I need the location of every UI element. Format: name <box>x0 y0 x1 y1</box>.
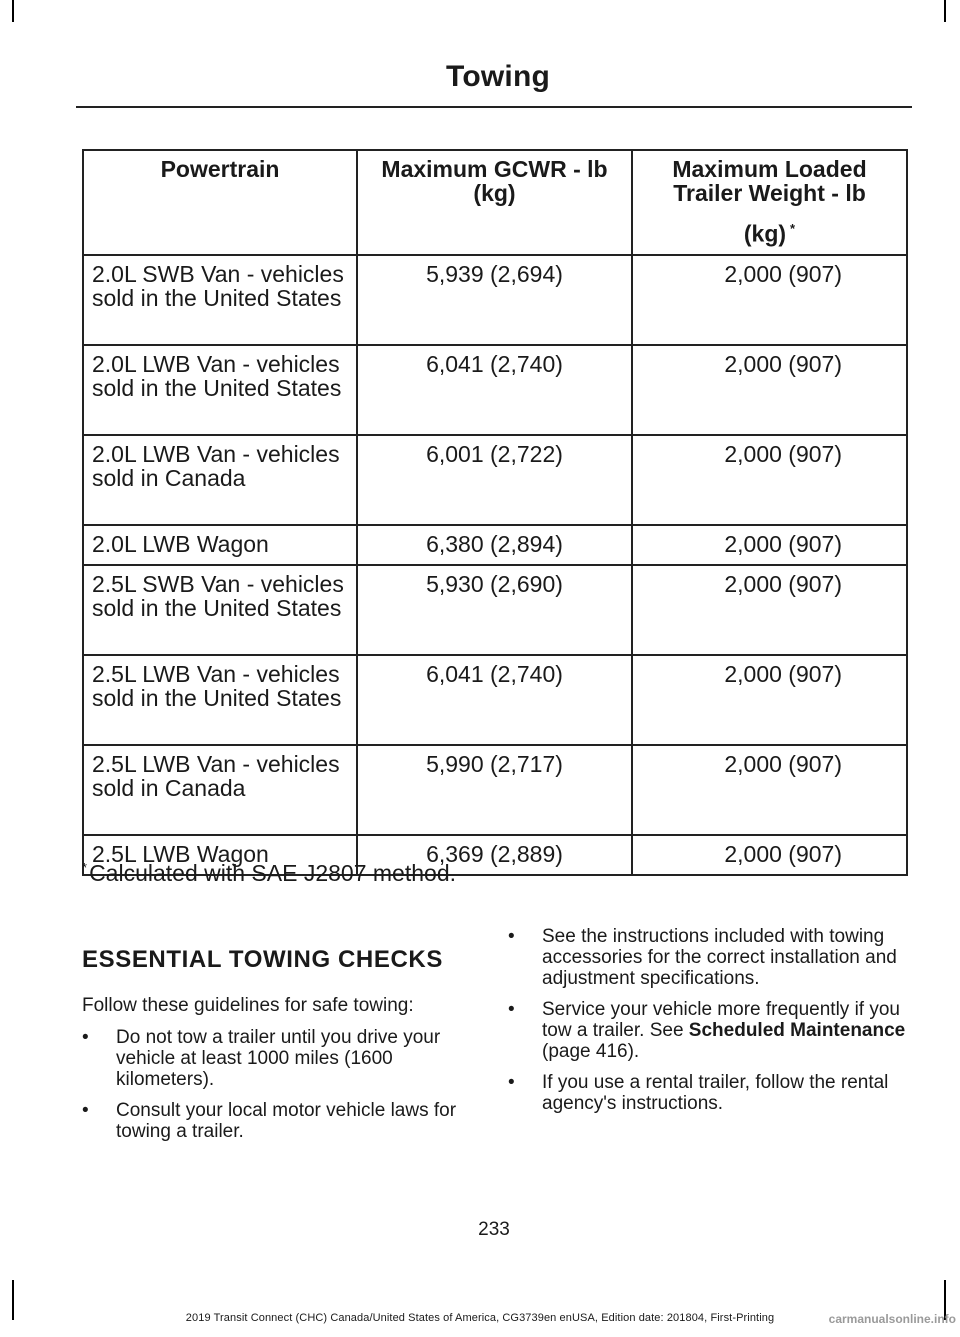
header-gcwr <box>357 150 632 255</box>
cell-powertrain: 2.5L LWB Van - vehicles sold in Canada <box>83 745 357 835</box>
header-gcwr-line1: Maximum GCWR - lb <box>381 156 608 182</box>
cell-gcwr: 6,001 (2,722) <box>357 435 632 525</box>
footnote-text: Calculated with SAE J2807 method. <box>89 860 456 886</box>
cell-trailer-weight: 2,000 (907) <box>632 835 907 875</box>
list-item <box>82 1100 482 1142</box>
list-item <box>508 926 912 989</box>
watermark: carmanualsonline.info <box>828 1312 956 1326</box>
section-heading: ESSENTIAL TOWING CHECKS <box>82 946 443 973</box>
crop-mark-top-left <box>12 0 14 22</box>
towing-spec-table <box>82 149 908 876</box>
scheduled-maintenance-link[interactable]: Scheduled Maintenance <box>688 1020 906 1041</box>
cell-gcwr: 6,041 (2,740) <box>357 345 632 435</box>
checks-right-column <box>508 926 912 1124</box>
page-title: Towing <box>446 60 550 93</box>
cell-gcwr: 5,990 (2,717) <box>357 745 632 835</box>
bullet-icon: • <box>82 1027 89 1048</box>
list-item-text: See the instructions included with towing accessories for the correct installation and adjustment specifications. <box>542 926 897 989</box>
table-header-row <box>83 150 907 255</box>
list-item-text: Consult your local motor vehicle laws for towing a trailer. <box>116 1100 457 1142</box>
cell-gcwr: 5,939 (2,694) <box>357 255 632 345</box>
bullet-icon: • <box>508 926 515 947</box>
crop-mark-top-right <box>944 0 946 22</box>
cell-powertrain: 2.5L LWB Van - vehicles sold in the United States <box>83 655 357 745</box>
cell-powertrain: 2.0L LWB Van - vehicles sold in the United States <box>83 345 357 435</box>
cell-powertrain: 2.5L LWB Wagon <box>83 835 357 875</box>
page-number: 233 <box>478 1219 510 1240</box>
header-trailer-weight <box>632 150 907 255</box>
cell-powertrain: 2.5L SWB Van - vehicles sold in the United States <box>83 565 357 655</box>
cell-gcwr: 6,369 (2,889) <box>357 835 632 875</box>
table-row <box>83 435 907 525</box>
edition-footer: 2019 Transit Connect (CHC) Canada/United States of America, CG3739en enUSA, Edition date: 201804, First-Printing <box>185 1312 775 1324</box>
cell-powertrain: 2.0L LWB Wagon <box>83 525 357 565</box>
cell-trailer-weight: 2,000 (907) <box>632 655 907 745</box>
cell-powertrain: 2.0L LWB Van - vehicles sold in Canada <box>83 435 357 525</box>
list-item-text-pre: Service your vehicle more frequently if you tow a trailer. See <box>542 999 900 1041</box>
table-row <box>83 745 907 835</box>
table-row <box>83 345 907 435</box>
header-powertrain-label: Powertrain <box>160 156 280 182</box>
list-item-text-post: (page 416). <box>542 1041 640 1062</box>
list-item <box>508 1072 912 1114</box>
list-item-text: Do not tow a trailer until you drive your vehicle at least 1000 miles (1600 kilometers). <box>116 1027 441 1090</box>
footnote-mark: * <box>82 860 88 876</box>
checks-left-column <box>82 946 482 1152</box>
table-footnote <box>82 860 456 887</box>
cell-trailer-weight: 2,000 (907) <box>632 565 907 655</box>
cell-powertrain: 2.0L SWB Van - vehicles sold in the United States <box>83 255 357 345</box>
bullet-icon: • <box>508 1072 515 1093</box>
table-row <box>83 255 907 345</box>
list-item-text: If you use a rental trailer, follow the rental agency's instructions. <box>542 1072 889 1114</box>
table-row <box>83 525 907 565</box>
header-trailer-line3-wrap <box>639 217 900 246</box>
header-trailer-line3: (kg) <box>743 220 787 247</box>
cell-trailer-weight: 2,000 (907) <box>632 255 907 345</box>
header-powertrain <box>83 150 357 255</box>
header-trailer-line2: Trailer Weight - lb <box>673 180 866 206</box>
cell-trailer-weight: 2,000 (907) <box>632 345 907 435</box>
bullet-icon: • <box>82 1100 89 1121</box>
header-gcwr-line2: (kg) <box>473 180 516 206</box>
list-item <box>82 1027 482 1090</box>
table-row <box>83 655 907 745</box>
cell-trailer-weight: 2,000 (907) <box>632 435 907 525</box>
bullet-icon: • <box>508 999 515 1020</box>
list-item <box>508 999 912 1062</box>
cell-trailer-weight: 2,000 (907) <box>632 745 907 835</box>
checks-list-right <box>508 926 912 1114</box>
header-trailer-line1: Maximum Loaded <box>672 156 867 182</box>
title-divider <box>76 106 912 108</box>
cell-gcwr: 5,930 (2,690) <box>357 565 632 655</box>
cell-trailer-weight: 2,000 (907) <box>632 525 907 565</box>
header-trailer-footnote-mark: * <box>790 221 796 236</box>
checks-intro: Follow these guidelines for safe towing: <box>82 995 414 1016</box>
checks-list-left <box>82 1027 482 1142</box>
cell-gcwr: 6,041 (2,740) <box>357 655 632 745</box>
cell-gcwr: 6,380 (2,894) <box>357 525 632 565</box>
table-row <box>83 565 907 655</box>
